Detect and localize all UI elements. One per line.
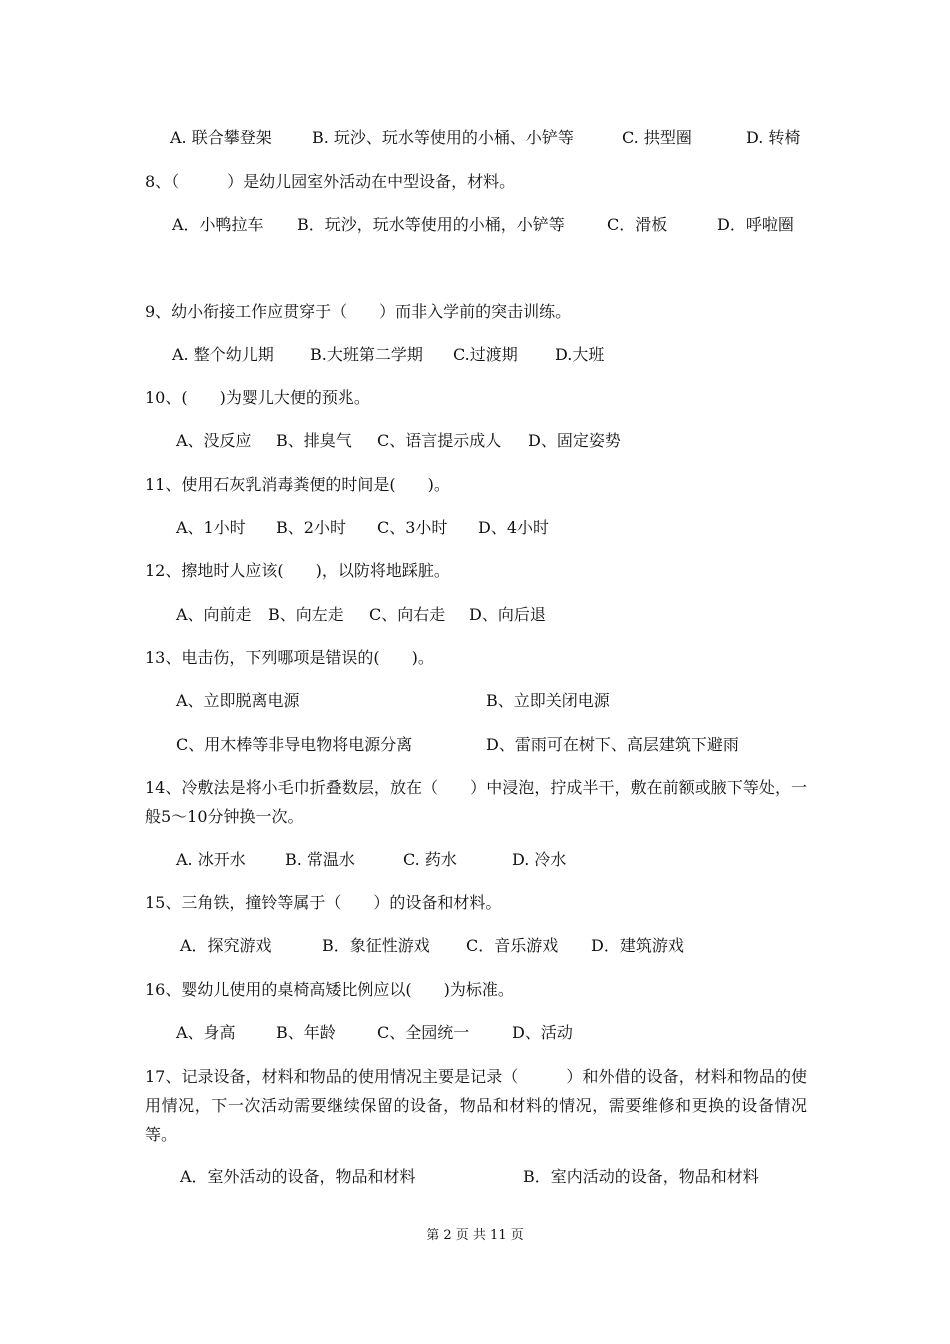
q10-option-a: A、没反应 bbox=[176, 431, 252, 450]
question-15: 15、三角铁，撞铃等属于（ ）的设备和材料。 bbox=[145, 893, 502, 912]
q13-option-d: D、雷雨可在树下、高层建筑下避雨 bbox=[486, 735, 739, 754]
q9-option-a: A. 整个幼儿期 bbox=[172, 345, 274, 364]
q8-option-a: A．小鸭拉车 bbox=[172, 215, 264, 234]
q17-option-b: B．室内活动的设备，物品和材料 bbox=[523, 1167, 759, 1186]
q11-option-d: D、4小时 bbox=[478, 518, 550, 537]
q15-option-c: C．音乐游戏 bbox=[466, 936, 559, 955]
q7-options bbox=[0, 128, 950, 148]
question-9: 9、幼小衔接工作应贯穿于（ ）而非入学前的突击训练。 bbox=[145, 302, 572, 321]
q12-options bbox=[0, 605, 950, 625]
q14-option-b: B. 常温水 bbox=[285, 850, 355, 869]
q10-option-b: B、排臭气 bbox=[276, 431, 352, 450]
question-11: 11、使用石灰乳消毒粪便的时间是( )。 bbox=[145, 475, 450, 494]
q9-option-c: C.过渡期 bbox=[453, 345, 518, 364]
q15-option-b: B．象征性游戏 bbox=[322, 936, 430, 955]
q17-option-a: A．室外活动的设备，物品和材料 bbox=[180, 1167, 416, 1186]
q13-option-b: B、立即关闭电源 bbox=[486, 691, 610, 710]
q9-option-b: B.大班第二学期 bbox=[310, 345, 423, 364]
question-13: 13、电击伤，下列哪项是错误的( )。 bbox=[145, 648, 434, 667]
q7-option-c: C. 拱型圈 bbox=[622, 128, 692, 147]
question-10: 10、( )为婴儿大便的预兆。 bbox=[145, 388, 370, 407]
q11-option-a: A、1小时 bbox=[176, 518, 246, 537]
q10-option-c: C、语言提示成人 bbox=[377, 431, 502, 450]
q11-option-c: C、3小时 bbox=[377, 518, 448, 537]
q16-option-a: A、身高 bbox=[176, 1023, 236, 1042]
q13-options-row1 bbox=[0, 691, 950, 711]
q12-option-b: B、向左走 bbox=[268, 605, 344, 624]
q8-options bbox=[0, 215, 950, 235]
q16-option-d: D、活动 bbox=[512, 1023, 573, 1042]
q13-option-a: A、立即脱离电源 bbox=[176, 691, 300, 710]
q13-option-c: C、用木棒等非导电物将电源分离 bbox=[176, 735, 413, 754]
q11-option-b: B、2小时 bbox=[276, 518, 346, 537]
q11-options bbox=[0, 518, 950, 538]
q9-options bbox=[0, 345, 950, 365]
q7-option-a: A. 联合攀登架 bbox=[170, 128, 272, 147]
q10-options bbox=[0, 431, 950, 451]
q14-option-c: C. 药水 bbox=[403, 850, 457, 869]
question-12: 12、擦地时人应该( )，以防将地踩脏。 bbox=[145, 561, 450, 580]
q17-options bbox=[0, 1167, 950, 1187]
q8-option-b: B．玩沙，玩水等使用的小桶，小铲等 bbox=[297, 215, 565, 234]
q13-options-row2 bbox=[0, 735, 950, 755]
q14-option-a: A. 冰开水 bbox=[176, 850, 246, 869]
q15-option-a: A．探究游戏 bbox=[180, 936, 272, 955]
q8-option-c: C．滑板 bbox=[607, 215, 668, 234]
page-footer: 第 2 页 共 11 页 bbox=[426, 1228, 524, 1243]
question-8: 8、（ ）是幼儿园室外活动在中型设备，材料。 bbox=[145, 172, 516, 191]
q12-option-d: D、向后退 bbox=[469, 605, 546, 624]
q16-option-c: C、全园统一 bbox=[377, 1023, 470, 1042]
question-14: 14、冷敷法是将小毛巾折叠数层，放在（ ）中浸泡，拧成半干，敷在前额或腋下等处，一般5～10分钟换一次。 bbox=[145, 778, 807, 826]
q9-option-d: D.大班 bbox=[555, 345, 605, 364]
question-17: 17、记录设备，材料和物品的使用情况主要是记录（ ）和外借的设备，材料和物品的使用情况，下一次活动需要继续保留的设备，物品和材料的情况，需要维修和更换的设备情况等。 bbox=[145, 1067, 807, 1144]
question-16: 16、婴幼儿使用的桌椅高矮比例应以( )为标准。 bbox=[145, 980, 514, 999]
q15-options bbox=[0, 936, 950, 956]
q12-option-c: C、向右走 bbox=[369, 605, 446, 624]
q16-option-b: B、年龄 bbox=[276, 1023, 336, 1042]
q10-option-d: D、固定姿势 bbox=[528, 431, 621, 450]
q7-option-b: B. 玩沙、玩水等使用的小桶、小铲等 bbox=[312, 128, 574, 147]
q16-options bbox=[0, 1023, 950, 1043]
q12-option-a: A、向前走 bbox=[176, 605, 252, 624]
q8-option-d: D．呼啦圈 bbox=[717, 215, 794, 234]
q7-option-d: D. 转椅 bbox=[746, 128, 801, 147]
q14-option-d: D. 冷水 bbox=[512, 850, 567, 869]
q15-option-d: D．建筑游戏 bbox=[591, 936, 684, 955]
q14-options bbox=[0, 850, 950, 870]
